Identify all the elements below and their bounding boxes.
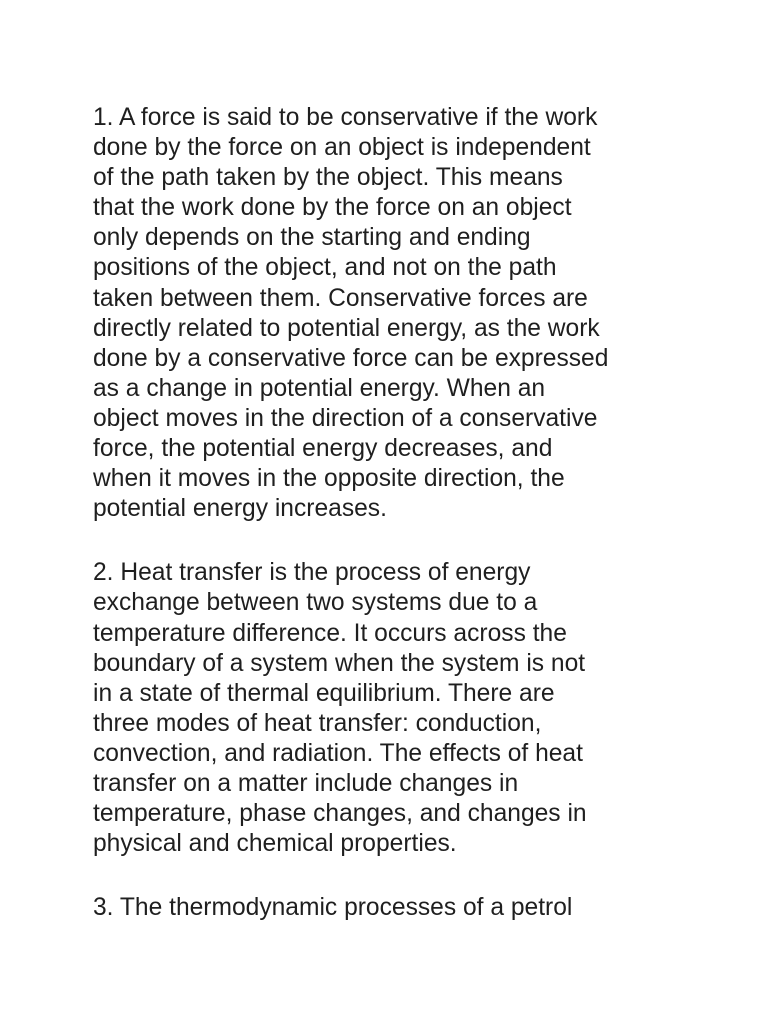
text-line: potential energy increases. <box>93 495 387 523</box>
text-line: only depends on the starting and ending <box>93 224 531 252</box>
paragraph-heat-transfer <box>93 558 693 859</box>
text-line: 3. The thermodynamic processes of a petrol <box>93 894 573 922</box>
text-line: directly related to potential energy, as the work <box>93 314 600 342</box>
text-line: that the work done by the force on an object <box>93 194 572 222</box>
text-line: done by a conservative force can be expressed <box>93 344 609 372</box>
text-line: convection, and radiation. The effects of heat <box>93 739 583 767</box>
text-line: physical and chemical properties. <box>93 830 457 858</box>
text-line: done by the force on an object is independent <box>93 134 591 162</box>
text-line: boundary of a system when the system is not <box>93 649 586 677</box>
text-line: transfer on a matter include changes in <box>93 769 519 797</box>
text-line: of the path taken by the object. This means <box>93 164 563 192</box>
text-line: temperature difference. It occurs across the <box>93 619 567 647</box>
document-body <box>93 103 693 957</box>
text-line: 1. A force is said to be conservative if the work <box>93 104 598 131</box>
text-line: exchange between two systems due to a <box>93 589 538 617</box>
text-line: positions of the object, and not on the path <box>93 254 557 282</box>
text-line: three modes of heat transfer: conduction, <box>93 709 542 737</box>
paragraph-conservative-force <box>93 103 693 524</box>
text-line: when it moves in the opposite direction, the <box>93 465 565 493</box>
text-line: object moves in the direction of a conservative <box>93 404 598 432</box>
text-line: 2. Heat transfer is the process of energy <box>93 559 531 587</box>
text-line: force, the potential energy decreases, and <box>93 435 553 463</box>
text-line: as a change in potential energy. When an <box>93 374 546 402</box>
text-line: in a state of thermal equilibrium. There are <box>93 679 555 707</box>
paragraph-thermodynamic-processes <box>93 893 693 923</box>
text-line: temperature, phase changes, and changes in <box>93 800 587 828</box>
text-line: taken between them. Conservative forces are <box>93 284 588 312</box>
